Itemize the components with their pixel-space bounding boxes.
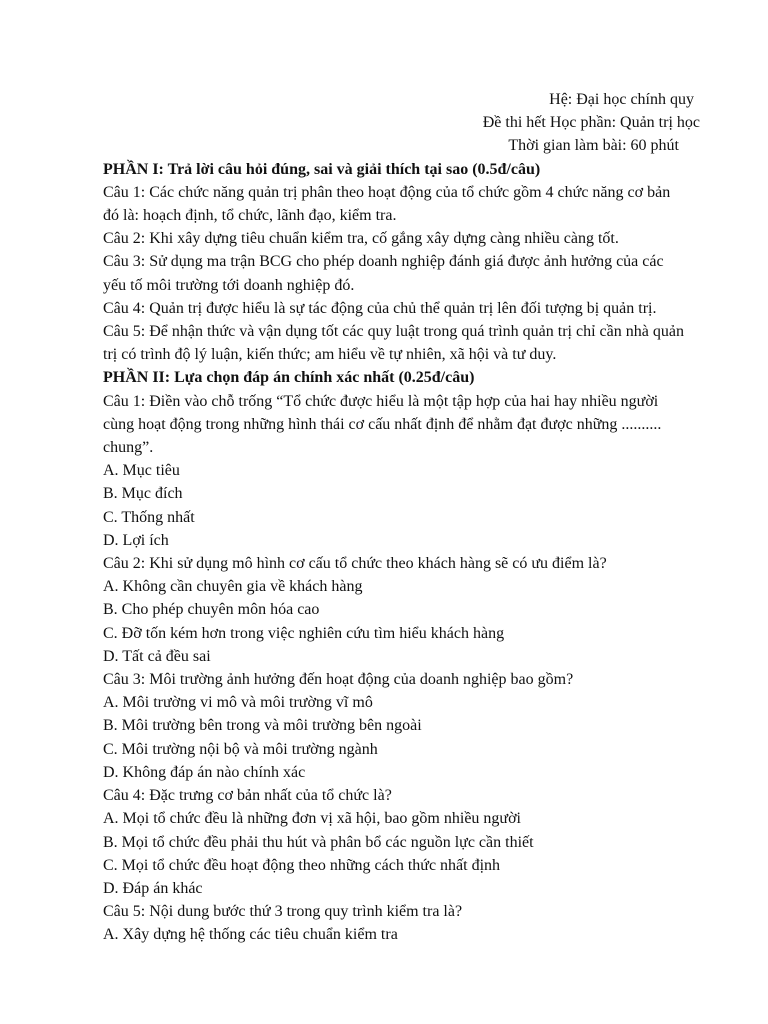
answer-option-b: B. Mọi tổ chức đều phải thu hút và phân bổ các nguồn lực cần thiết	[103, 833, 534, 851]
part-1-question-3	[103, 250, 700, 296]
question-line: Câu 5: Để nhận thức và vận dụng tốt các quy luật trong quá trình quản trị chỉ cần nhà quản	[103, 323, 684, 341]
header-system: Hệ: Đại học chính quy	[549, 91, 694, 108]
part-1-question-5	[103, 320, 700, 366]
answer-option-c: C. Môi trường nội bộ và môi trường ngành	[103, 740, 378, 758]
header-exam-title: Đề thi hết Học phần: Quản trị học	[482, 114, 700, 132]
answer-option-c: C. Mọi tổ chức đều hoạt động theo những cách thức nhất định	[103, 856, 501, 874]
question-line: yếu tố môi trường tới doanh nghiệp đó.	[103, 276, 355, 294]
answer-option-d: D. Không đáp án nào chính xác	[103, 763, 306, 781]
header-duration: Thời gian làm bài: 60 phút	[508, 137, 679, 155]
part-2-question-1	[103, 390, 700, 552]
question-line: Câu 1: Các chức năng quản trị phân theo hoạt động của tổ chức gồm 4 chức năng cơ bản	[103, 183, 671, 201]
question-line: Câu 4: Quản trị được hiểu là sự tác động của chủ thể quản trị lên đối tượng bị quản trị.	[103, 299, 657, 317]
question-line: cùng hoạt động trong những hình thái cơ cấu nhất định để nhằm đạt được những ..........	[103, 415, 662, 433]
question-line: trị có trình độ lý luận, kiến thức; am hiểu về tự nhiên, xã hội và tư duy.	[103, 346, 557, 364]
part-1-question-2	[103, 227, 700, 250]
part-1-question-4	[103, 297, 700, 320]
question-line: Câu 3: Sử dụng ma trận BCG cho phép doanh nghiệp đánh giá được ảnh hưởng của các	[103, 253, 664, 271]
answer-option-c: C. Đỡ tốn kém hơn trong việc nghiên cứu tìm hiểu khách hàng	[103, 624, 505, 642]
part-1-question-1	[103, 181, 700, 227]
part-2-question-4	[103, 784, 700, 900]
answer-option-a: A. Môi trường vi mô và môi trường vĩ mô	[103, 694, 373, 712]
part-1-title: PHẦN I: Trả lời câu hỏi đúng, sai và giải thích tại sao (0.5đ/câu)	[103, 160, 541, 178]
answer-option-d: D. Tất cả đều sai	[103, 647, 211, 665]
part-2-question-5	[103, 900, 700, 946]
exam-document	[103, 88, 700, 947]
answer-option-a: A. Mục tiêu	[103, 462, 180, 480]
answer-option-a: A. Không cần chuyên gia về khách hàng	[103, 578, 363, 596]
question-line: Câu 1: Điền vào chỗ trống “Tổ chức được hiểu là một tập hợp của hai hay nhiều người	[103, 392, 659, 410]
part-2-title: PHẦN II: Lựa chọn đáp án chính xác nhất (0.25đ/câu)	[103, 369, 475, 387]
question-line: Câu 3: Môi trường ảnh hưởng đến hoạt động của doanh nghiệp bao gồm?	[103, 671, 574, 689]
part-2-question-3	[103, 668, 700, 784]
question-line: Câu 5: Nội dung bước thứ 3 trong quy trình kiểm tra là?	[103, 903, 463, 921]
part-2-question-2	[103, 552, 700, 668]
answer-option-a: A. Mọi tổ chức đều là những đơn vị xã hội, bao gồm nhiều người	[103, 810, 521, 828]
answer-option-d: D. Lợi ích	[103, 531, 169, 549]
answer-option-b: B. Mục đích	[103, 485, 183, 503]
answer-option-d: D. Đáp án khác	[103, 879, 203, 897]
answer-option-c: C. Thống nhất	[103, 508, 195, 526]
question-line: Câu 2: Khi xây dựng tiêu chuẩn kiểm tra, cố gắng xây dựng càng nhiều càng tốt.	[103, 230, 619, 248]
question-line: chung”.	[103, 439, 154, 457]
question-line: Câu 2: Khi sử dụng mô hình cơ cấu tổ chức theo khách hàng sẽ có ưu điểm là?	[103, 555, 607, 573]
answer-option-a: A. Xây dựng hệ thống các tiêu chuẩn kiểm tra	[103, 926, 398, 944]
answer-option-b: B. Môi trường bên trong và môi trường bên ngoài	[103, 717, 422, 735]
question-line: đó là: hoạch định, tổ chức, lãnh đạo, kiểm tra.	[103, 207, 397, 225]
question-line: Câu 4: Đặc trưng cơ bản nhất của tổ chức là?	[103, 787, 392, 805]
answer-option-b: B. Cho phép chuyên môn hóa cao	[103, 601, 320, 619]
part-1	[103, 158, 700, 367]
part-2	[103, 366, 700, 946]
